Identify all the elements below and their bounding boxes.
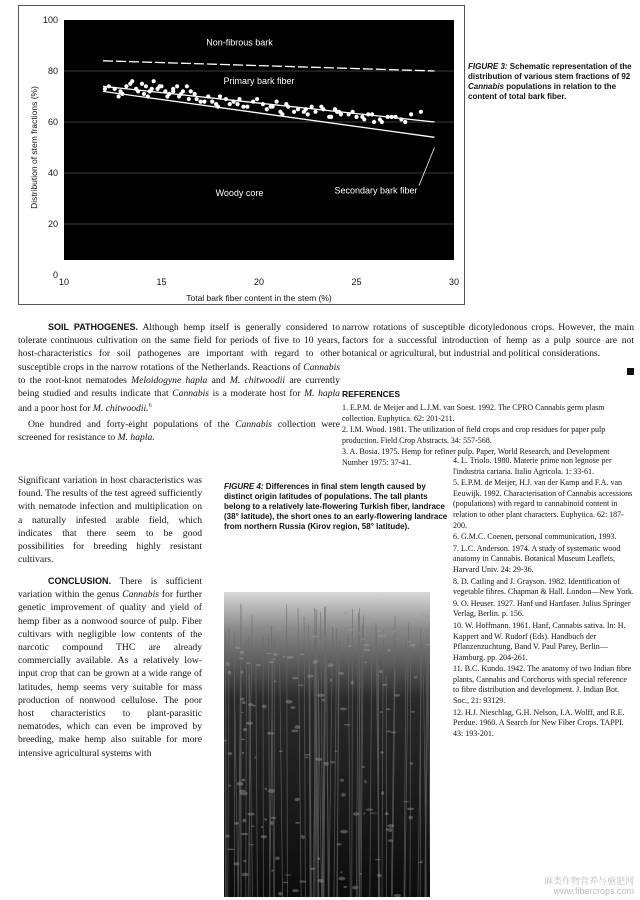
soil-mh-2: M. hapla: [304, 388, 340, 400]
leaf-mark: [364, 780, 366, 783]
leaf-mark: [286, 656, 294, 659]
data-point: [146, 94, 150, 98]
figure-4-text: Differences in final stem length caused by distinct origin latitudes of populations. The tall plants belong to a relatively late-flowering Turkish fiber, landrace (38° latitude), the short ones to an early-flowering landrace from northern Russia (Kirov region, 58° latitude).: [224, 482, 448, 531]
leaf-mark: [318, 857, 321, 860]
reference-item: 1. E.P.M. de Meijer and L.J.M. van Soest. 1992. The CPRO Cannabis germ plasm collection. Euphytica. 62: 201-211.: [342, 403, 605, 423]
y-tick-label: 60: [47, 117, 58, 127]
leaf-mark: [267, 732, 274, 735]
data-point: [187, 97, 191, 101]
soil-p2-b: collection were screened for resistance to: [18, 418, 341, 443]
leaf-mark: [264, 818, 267, 820]
y-axis-label: Distribution of stem fractions (%): [29, 86, 39, 209]
data-point: [292, 110, 296, 114]
data-point: [354, 115, 358, 119]
leaf-mark: [246, 662, 250, 664]
leaf-mark: [364, 617, 371, 618]
leaf-mark: [242, 779, 246, 782]
leaf-mark: [225, 617, 228, 620]
leaf-mark: [283, 882, 289, 884]
data-point: [386, 115, 390, 119]
leaf-mark: [333, 626, 338, 628]
data-point: [241, 105, 245, 109]
data-point: [310, 105, 314, 109]
leaf-mark: [322, 699, 325, 702]
leaf-mark: [336, 843, 341, 845]
leaf-mark: [359, 632, 361, 635]
data-point: [142, 92, 146, 96]
hemp-field-image: [224, 592, 430, 897]
leaf-mark: [353, 812, 360, 815]
soil-cannabis: Cannabis: [303, 361, 340, 373]
leaf-mark: [414, 676, 418, 678]
figure-4-caption: [224, 482, 449, 532]
data-point: [140, 82, 144, 86]
leaf-mark: [300, 653, 304, 655]
leaf-mark: [249, 844, 255, 845]
leaf-mark: [292, 889, 299, 892]
conclusion-text-c: narrow rotations of susceptible dicotyledonous crops. However, the main factors for a successful introduction of hemp as a pulp source are not botanical or agricultural, but industrial and political considerations.: [342, 322, 634, 360]
leaf-mark: [363, 813, 365, 815]
leaf-mark: [270, 821, 274, 825]
leaf-mark: [242, 752, 244, 755]
leaf-mark: [341, 793, 346, 797]
data-point: [195, 97, 199, 101]
data-point: [150, 87, 154, 91]
data-point: [157, 84, 161, 88]
leaf-mark: [334, 750, 338, 751]
leaf-mark: [379, 670, 383, 673]
leaf-mark: [299, 880, 306, 882]
leaf-mark: [241, 873, 248, 877]
leaf-mark: [375, 859, 381, 860]
y-tick-label: 40: [47, 168, 58, 178]
leaf-mark: [303, 619, 306, 622]
leaf-mark: [290, 706, 295, 709]
leaf-mark: [274, 680, 276, 682]
leaf-mark: [394, 694, 400, 697]
figure-3-caption: [468, 62, 636, 102]
data-point: [136, 89, 140, 93]
data-point: [165, 94, 169, 98]
leaf-mark: [240, 697, 245, 700]
leaf-mark: [240, 650, 244, 654]
leaf-mark: [241, 833, 249, 835]
leaf-mark: [291, 729, 298, 732]
data-point: [185, 84, 189, 88]
soil-text-c: are currently being studied and results indicate that: [18, 374, 340, 400]
soil-p2-a: One hundred and forty-eight populations of the: [28, 418, 230, 430]
leaf-mark: [378, 634, 386, 637]
leaf-mark: [265, 788, 268, 790]
data-point: [175, 84, 179, 88]
data-point: [228, 102, 232, 106]
leaf-mark: [351, 681, 354, 685]
leaf-mark: [366, 809, 374, 811]
chart-annotation: Primary bark fiber: [223, 75, 295, 86]
x-tick-label: 15: [156, 277, 167, 287]
leaf-mark: [324, 762, 329, 766]
data-point: [390, 115, 394, 119]
leaf-mark: [294, 725, 300, 729]
data-point: [179, 92, 183, 96]
data-point: [202, 100, 206, 104]
data-point: [120, 92, 124, 96]
hemp-field-photo: [224, 592, 430, 897]
figure-3-text: Schematic representation of the distribution of various stem fractions of 92: [468, 62, 632, 81]
figure-3-label: FIGURE 3:: [468, 62, 508, 71]
leaf-mark: [268, 789, 275, 793]
leaf-mark: [225, 834, 230, 837]
data-point: [419, 110, 423, 114]
leaf-mark: [340, 871, 342, 873]
data-point: [274, 100, 278, 104]
leaf-mark: [359, 873, 362, 875]
leaf-mark: [275, 627, 282, 629]
soil-mc-2: M. chitwoodii.: [92, 403, 149, 415]
data-point: [171, 89, 175, 93]
leaf-mark: [379, 711, 383, 713]
data-point: [255, 97, 259, 101]
reference-item: 7. L.C. Anderson. 1974. A study of systematic wood anatomy in Cannabis. Botanical Museum Leaflets, Harvard Univ. 24: 29-36.: [453, 543, 621, 574]
soil-p2-c: Significant variation in host characteristics was found. The results of the test agreed sufficiently with nematode infection and multiplication on a naturally infested arable field, which indicates that there seem to be good possibilities for breeding highly resistant cultivars.: [18, 475, 202, 566]
soil-pathogenes-section: [18, 321, 340, 446]
data-point: [130, 79, 134, 83]
soil-footnote: 6: [148, 403, 152, 410]
figure-4-label: FIGURE 4:: [224, 482, 264, 491]
leaf-mark: [410, 711, 415, 713]
figure-3-chart: [18, 5, 465, 305]
leaf-mark: [392, 631, 397, 633]
leaf-mark: [275, 856, 280, 859]
data-point: [210, 100, 214, 104]
data-point: [198, 100, 202, 104]
leaf-mark: [330, 678, 332, 682]
y-tick-label: 20: [47, 219, 58, 229]
leaf-mark: [407, 808, 414, 810]
data-point: [193, 92, 197, 96]
leaf-mark: [418, 862, 423, 863]
soil-text-b: to the root-knot nematodes: [18, 374, 127, 386]
leaf-mark: [348, 645, 352, 648]
leaf-mark: [243, 860, 246, 862]
leaf-mark: [388, 839, 393, 842]
leaf-mark: [362, 766, 365, 768]
leaf-mark: [234, 822, 239, 825]
reference-item: 11. B.C. Kundu. 1942. The anatomy of two Indian fibre plants, Cannabis and Corchorus with special reference to fibre distribution and development. J. Indian Bot. Soc., 21: 93129.: [453, 664, 632, 706]
conclusion-continued: [342, 321, 634, 363]
reference-item: 12. H.J. Nieschlag, G.H. Nelson, I.A. Wolff, and R.E. Perdue. 1960. A Search for New Fiber Crops. TAPPI. 43: 193-201.: [453, 707, 625, 738]
leaf-mark: [248, 703, 253, 706]
data-point: [296, 107, 300, 111]
watermark-url: www.fibercrops.com: [553, 886, 634, 896]
leaf-mark: [407, 641, 411, 643]
data-point: [378, 117, 382, 121]
leaf-mark: [344, 611, 347, 615]
data-point: [103, 87, 107, 91]
data-point: [327, 115, 331, 119]
leaf-mark: [243, 728, 247, 731]
leaf-mark: [284, 874, 292, 875]
leaf-mark: [387, 824, 394, 827]
data-point: [265, 107, 269, 111]
leaf-mark: [378, 630, 382, 632]
data-point: [113, 87, 117, 91]
data-point: [237, 97, 241, 101]
watermark: [544, 876, 634, 896]
data-point: [333, 107, 337, 111]
leaf-mark: [311, 635, 318, 637]
data-point: [251, 100, 255, 104]
leaf-mark: [410, 762, 413, 765]
leaf-mark: [268, 661, 274, 663]
leaf-mark: [273, 659, 276, 661]
reference-item: 2. I.M. Wood. 1981. The utilization of field crops and crop residues for paper pulp production. Field Crop Abstracts. 34: 557-568.: [342, 425, 606, 445]
chart-svg: [19, 6, 464, 304]
leaf-mark: [385, 812, 389, 815]
leaf-mark: [369, 813, 377, 814]
leaf-mark: [403, 801, 409, 802]
leaf-mark: [239, 790, 246, 793]
chart-annotation: Woody core: [215, 187, 264, 198]
data-point: [189, 89, 193, 93]
leaf-mark: [278, 892, 283, 896]
leaf-mark: [226, 662, 230, 666]
soil-cannabis-2: Cannabis: [172, 388, 210, 400]
leaf-mark: [279, 750, 283, 751]
leaf-mark: [381, 791, 384, 795]
reference-item: 9. O. Heuser. 1927. Hanf und Hartfaser. Julius Springer Verlag, Berlin. p. 156.: [453, 598, 631, 619]
reference-item: 10. W. Hoffmann. 1961. Hanf, Cannabis sativa. In: H. Kappert and W. Rudorf (Eds). Handbuch der Pflanzenzuchtung, Band V. Paul Parey, Berlin—Hamburg. pp. 204-261.: [453, 620, 626, 662]
data-point: [399, 117, 403, 121]
leaf-mark: [242, 819, 246, 823]
leaf-mark: [247, 813, 255, 816]
data-point: [218, 94, 222, 98]
leaf-mark: [271, 817, 277, 819]
data-point: [372, 120, 376, 124]
data-point: [393, 115, 397, 119]
leaf-mark: [397, 619, 402, 621]
y-tick-label: 100: [42, 15, 58, 25]
leaf-mark: [261, 826, 263, 828]
leaf-mark: [237, 782, 244, 786]
x-tick-label: 30: [448, 277, 460, 287]
data-point: [216, 105, 220, 109]
leaf-mark: [324, 637, 326, 640]
leaf-mark: [283, 655, 286, 657]
leaf-mark: [339, 672, 345, 675]
data-point: [224, 97, 228, 101]
data-point: [245, 105, 249, 109]
leaf-mark: [227, 849, 235, 851]
leaf-mark: [241, 712, 243, 714]
leaf-mark: [396, 638, 399, 639]
end-of-article-mark: [627, 368, 634, 375]
leaf-mark: [377, 874, 382, 878]
data-point: [232, 100, 236, 104]
leaf-mark: [261, 835, 267, 839]
conclusion-text-b: for further genetic improvement of quality and yield of hemp fiber as a nonwood source of pulp. Fiber cultivars with negligible low contents of the narcotic compound THC are already commercially available. As a relatively low-input crop that can be grown at a wide range of latitudes, hemp seems very suitable for mass production of nonwood cellulose. The poor host characteristics to plant-parasitic nematodes, which can even be improved by breeding, make hemp also suitable for more intensive agricultural systems with: [18, 589, 203, 759]
leaf-mark: [386, 708, 390, 710]
leaf-mark: [228, 785, 231, 787]
leaf-mark: [425, 615, 430, 619]
soil-mh: Meloidogyne hapla: [131, 374, 208, 386]
leaf-mark: [240, 670, 243, 673]
leaf-mark: [410, 644, 416, 647]
conclusion-text-a: There is sufficient variation within the genus: [18, 576, 202, 601]
leaf-mark: [246, 722, 253, 725]
leaf-mark: [380, 751, 383, 754]
leaf-mark: [246, 616, 253, 617]
leaf-mark: [307, 675, 314, 678]
leaf-mark: [251, 826, 255, 827]
leaf-mark: [364, 662, 366, 664]
data-point: [351, 110, 355, 114]
data-point: [360, 115, 364, 119]
leaf-mark: [316, 612, 322, 613]
leaf-mark: [292, 677, 298, 680]
data-point: [261, 102, 265, 106]
soil-pathogenes-narrow: [18, 474, 202, 568]
leaf-mark: [256, 664, 261, 666]
leaf-mark: [310, 868, 315, 871]
leaf-mark: [295, 822, 300, 824]
soil-mc: M. chitwoodii: [229, 374, 286, 386]
chart-annotation: Secondary bark fiber: [334, 185, 418, 196]
data-point: [403, 120, 407, 124]
leaf-mark: [242, 701, 246, 704]
soil-mh-3: M. hapla.: [117, 431, 155, 443]
leaf-mark: [317, 694, 325, 697]
leaf-mark: [313, 661, 318, 664]
data-point: [284, 102, 288, 106]
leaf-mark: [228, 752, 233, 755]
leaf-mark: [273, 653, 278, 656]
leaf-mark: [338, 877, 345, 881]
reference-item: 4. L. Triolo. 1980. Materie prime non legnose per l'industria cartaria. Italio Agricola. 1: 33-61.: [453, 456, 612, 476]
leaf-mark: [363, 649, 370, 652]
leaf-mark: [318, 879, 324, 883]
data-point: [304, 107, 308, 111]
leaf-mark: [300, 835, 305, 837]
data-point: [124, 84, 128, 88]
soil-text-a: Although hemp itself is generally considered to tolerate continuous cultivation on the same field for periods of five to 10 years, host-characteristics for soil pathogenes are important with regard to other susceptible crops in the narrow rotations of the Netherlands. Reactions of: [18, 322, 340, 373]
leaf-mark: [228, 671, 232, 675]
leaf-mark: [315, 758, 322, 761]
leaf-mark: [391, 731, 397, 733]
leaf-mark: [235, 646, 241, 649]
leaf-mark: [343, 886, 347, 888]
chart-annotation: Non-fibrous bark: [206, 37, 273, 48]
conclusion-section: [18, 575, 202, 762]
data-point: [107, 84, 111, 88]
leaf-mark: [344, 724, 351, 726]
references-heading: REFERENCES: [342, 389, 401, 399]
y-tick-label: 0: [52, 270, 58, 280]
leaf-mark: [340, 779, 344, 782]
leaf-mark: [286, 700, 293, 704]
data-point: [163, 89, 167, 93]
leaf-mark: [352, 886, 358, 890]
leaf-mark: [271, 870, 273, 872]
data-point: [206, 94, 210, 98]
data-point: [152, 79, 156, 83]
leaf-mark: [382, 684, 388, 686]
data-point: [280, 112, 284, 116]
leaf-mark: [420, 861, 423, 862]
data-point: [366, 112, 370, 116]
leaf-mark: [241, 739, 245, 740]
leaf-mark: [340, 708, 347, 711]
x-tick-label: 25: [351, 277, 362, 287]
figure-3-text-2: populations in relation to the content of total bark fiber.: [468, 82, 617, 101]
soil-text-d: is a moderate host for: [212, 388, 301, 400]
conclusion-heading: CONCLUSION.: [48, 576, 111, 586]
data-point: [347, 112, 351, 116]
data-point: [370, 112, 374, 116]
data-point: [339, 112, 343, 116]
leaf-mark: [388, 829, 391, 832]
reference-item: 5. E.P.M. de Meijer, H.J. van der Kamp and F.A. van Eeuwijk. 1992. Characterisation of Cannabis accessions (populations) with regard to cannabinoid content in relation to other plant characters. Euphytica. 62: 187-200.: [453, 478, 633, 530]
references-list-narrow: [453, 456, 634, 740]
x-tick-label: 10: [58, 277, 70, 287]
leaf-mark: [409, 816, 413, 820]
figure-3-italic: Cannabis: [468, 82, 505, 91]
leaf-mark: [254, 756, 256, 758]
conclusion-cannabis: Cannabis: [122, 589, 159, 601]
leaf-mark: [348, 629, 354, 631]
leaf-mark: [305, 757, 309, 758]
data-point: [319, 105, 323, 109]
leaf-mark: [304, 754, 310, 756]
x-tick-label: 20: [253, 277, 265, 287]
data-point: [306, 112, 310, 116]
leaf-mark: [328, 663, 334, 667]
leaf-mark: [262, 705, 267, 709]
reference-item: 3. A. Bosia. 1975. Hemp for refiner pulp. Paper, World Research, and Development Number 1975: 37-41.: [342, 447, 610, 467]
leaf-mark: [239, 658, 244, 660]
leaf-mark: [360, 638, 366, 640]
leaf-mark: [421, 613, 426, 616]
leaf-mark: [330, 761, 336, 763]
leaf-mark: [265, 653, 273, 654]
reference-item: 8. D. Catling and J. Grayson. 1982. Identification of vegetable fibres. Chapman & Hall. London—New York.: [453, 576, 634, 597]
y-tick-label: 80: [47, 66, 58, 76]
data-point: [235, 102, 239, 106]
leaf-mark: [387, 648, 390, 652]
soil-cannabis-3: Cannabis: [235, 418, 272, 430]
leaf-mark: [233, 862, 239, 865]
watermark-chinese: 麻类作物营养与施肥网: [543, 876, 634, 886]
data-point: [144, 84, 148, 88]
reference-item: 6. G.M.C. Coenen, personal communication, 1993.: [453, 532, 617, 542]
soil-and: and: [211, 374, 226, 386]
leaf-mark: [253, 705, 256, 707]
x-axis-label: Total bark fiber content in the stem (%): [186, 293, 332, 303]
data-point: [269, 105, 273, 109]
data-point: [409, 112, 413, 116]
soil-text-e: and a poor host for: [18, 403, 91, 415]
leaf-mark: [363, 644, 369, 647]
data-point: [117, 94, 121, 98]
leaf-mark: [298, 684, 304, 686]
soil-heading: SOIL PATHOGENES.: [48, 322, 139, 332]
leaf-mark: [340, 830, 348, 834]
leaf-mark: [386, 730, 391, 732]
leaf-mark: [294, 798, 299, 801]
data-point: [313, 110, 317, 114]
